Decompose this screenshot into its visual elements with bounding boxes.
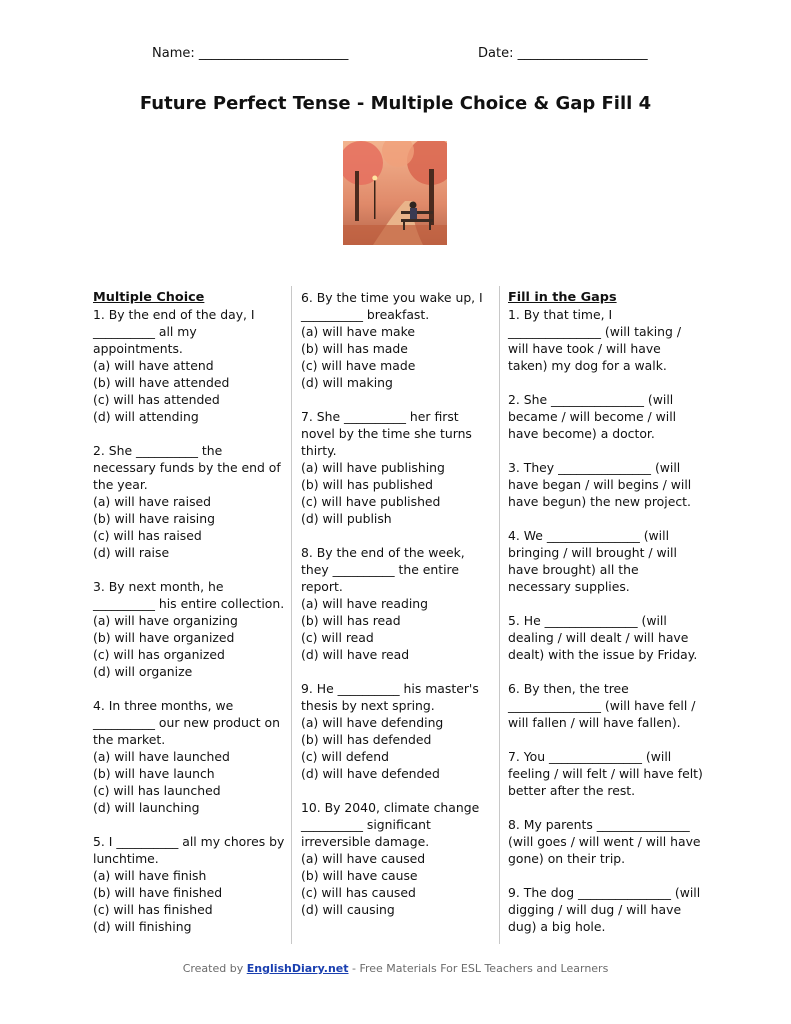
question [93,306,288,425]
answer-option: (a) will have make [301,324,415,339]
question [301,408,493,527]
answer-option: (a) will have organizing [93,613,238,628]
question [301,680,493,782]
answer-option: (b) will have finished [93,885,223,900]
footer-prefix: Created by [182,962,247,975]
gap-fill-column [508,289,703,952]
answer-option: (b) will have launch [93,766,215,781]
answer-option: (b) will have cause [301,868,418,883]
page-title: Future Perfect Tense - Multiple Choice & Gap Fill 4 [139,93,652,114]
question-stem: 8. By the end of the week, they __________ the entire report. [301,545,465,594]
question [301,799,493,918]
question-stem: 10. By 2040, climate change __________ significant irreversible damage. [301,800,480,849]
answer-option: (b) will have organized [93,630,235,645]
question [301,289,493,391]
answer-option: (d) will finishing [93,919,192,934]
gap-fill-item: 4. We _______________ (will bringing / will brought / will have brought) all the necessary supplies. [508,528,677,594]
answer-option: (c) will have published [301,494,441,509]
answer-option: (d) will have defended [301,766,440,781]
answer-option: (a) will have attend [93,358,214,373]
column-separator [499,286,500,944]
answer-option: (b) will has defended [301,732,432,747]
section-heading-multiple-choice: Multiple Choice [93,290,205,305]
answer-option: (d) will launching [93,800,200,815]
footer [0,962,791,975]
answer-option: (c) will has caused [301,885,416,900]
question-stem: 2. She __________ the necessary funds by the end of the year. [93,443,281,492]
question-stem: 9. He __________ his master's thesis by next spring. [301,681,479,713]
answer-option: (c) will has finished [93,902,213,917]
gap-fill-item: 8. My parents _______________ (will goes / will went / will have gone) on their trip. [508,817,701,866]
answer-option: (a) will have launched [93,749,230,764]
answer-option: (d) will raise [93,545,170,560]
gap-fill-item: 7. You _______________ (will feeling / will felt / will have felt) better after the rest. [508,749,703,798]
footer-link[interactable]: EnglishDiary.net [246,962,349,975]
question-stem: 1. By the end of the day, I __________ all my appointments. [93,307,255,356]
answer-option: (d) will organize [93,664,193,679]
answer-option: (b) will has read [301,613,401,628]
answer-option: (d) will publish [301,511,392,526]
answer-option: (c) will has attended [93,392,220,407]
question [93,578,288,680]
column-separator [291,286,292,944]
question-stem: 4. In three months, we __________ our new product on the market. [93,698,280,747]
section-heading-fill-in-the-gaps: Fill in the Gaps [508,290,617,305]
answer-option: (d) will attending [93,409,199,424]
answer-option: (c) will has organized [93,647,225,662]
gap-fill-item: 2. She _______________ (will became / will become / will have become) a doctor. [508,392,677,441]
gap-fill-item: 3. They _______________ (will have began / will begins / will have begun) the new project. [508,460,692,509]
answer-option: (c) will read [301,630,374,645]
answer-option: (a) will have publishing [301,460,445,475]
question [93,442,288,561]
gap-fill-item: 6. By then, the tree _______________ (will have fell / will fallen / will have fallen). [508,681,696,730]
answer-option: (a) will have caused [301,851,426,866]
footer-suffix: - Free Materials For ESL Teachers and Learners [348,962,609,975]
question [301,544,493,663]
answer-option: (d) will making [301,375,393,390]
question [93,833,288,935]
question-stem: 3. By next month, he __________ his entire collection. [93,579,285,611]
autumn-park-illustration [343,141,447,245]
question [93,697,288,816]
answer-option: (c) will have made [301,358,416,373]
name-field: Name: _______________________ [152,46,349,61]
multiple-choice-column-2 [301,289,493,935]
gap-fill-item: 5. He _______________ (will dealing / will dealt / will have dealt) with the issue by Friday. [508,613,698,662]
answer-option: (a) will have raised [93,494,212,509]
answer-option: (c) will defend [301,749,390,764]
answer-option: (d) will causing [301,902,395,917]
date-field: Date: ____________________ [478,46,648,61]
answer-option: (b) will have raising [93,511,215,526]
answer-option: (d) will have read [301,647,410,662]
gap-fill-item: 1. By that time, I _______________ (will taking / will have took / will have taken) my dog for a walk. [508,307,682,373]
question-stem: 6. By the time you wake up, I __________ breakfast. [301,290,483,322]
answer-option: (c) will has raised [93,528,202,543]
answer-option: (c) will has launched [93,783,221,798]
answer-option: (b) will have attended [93,375,230,390]
gap-fill-item: 9. The dog _______________ (will digging / will dug / will have dug) a big hole. [508,885,701,934]
question-stem: 7. She __________ her first novel by the time she turns thirty. [301,409,472,458]
answer-option: (a) will have defending [301,715,444,730]
answer-option: (b) will has published [301,477,433,492]
answer-option: (b) will has made [301,341,408,356]
question-stem: 5. I __________ all my chores by lunchtime. [93,834,285,866]
answer-option: (a) will have reading [301,596,429,611]
multiple-choice-column-1 [93,289,288,952]
answer-option: (a) will have finish [93,868,207,883]
